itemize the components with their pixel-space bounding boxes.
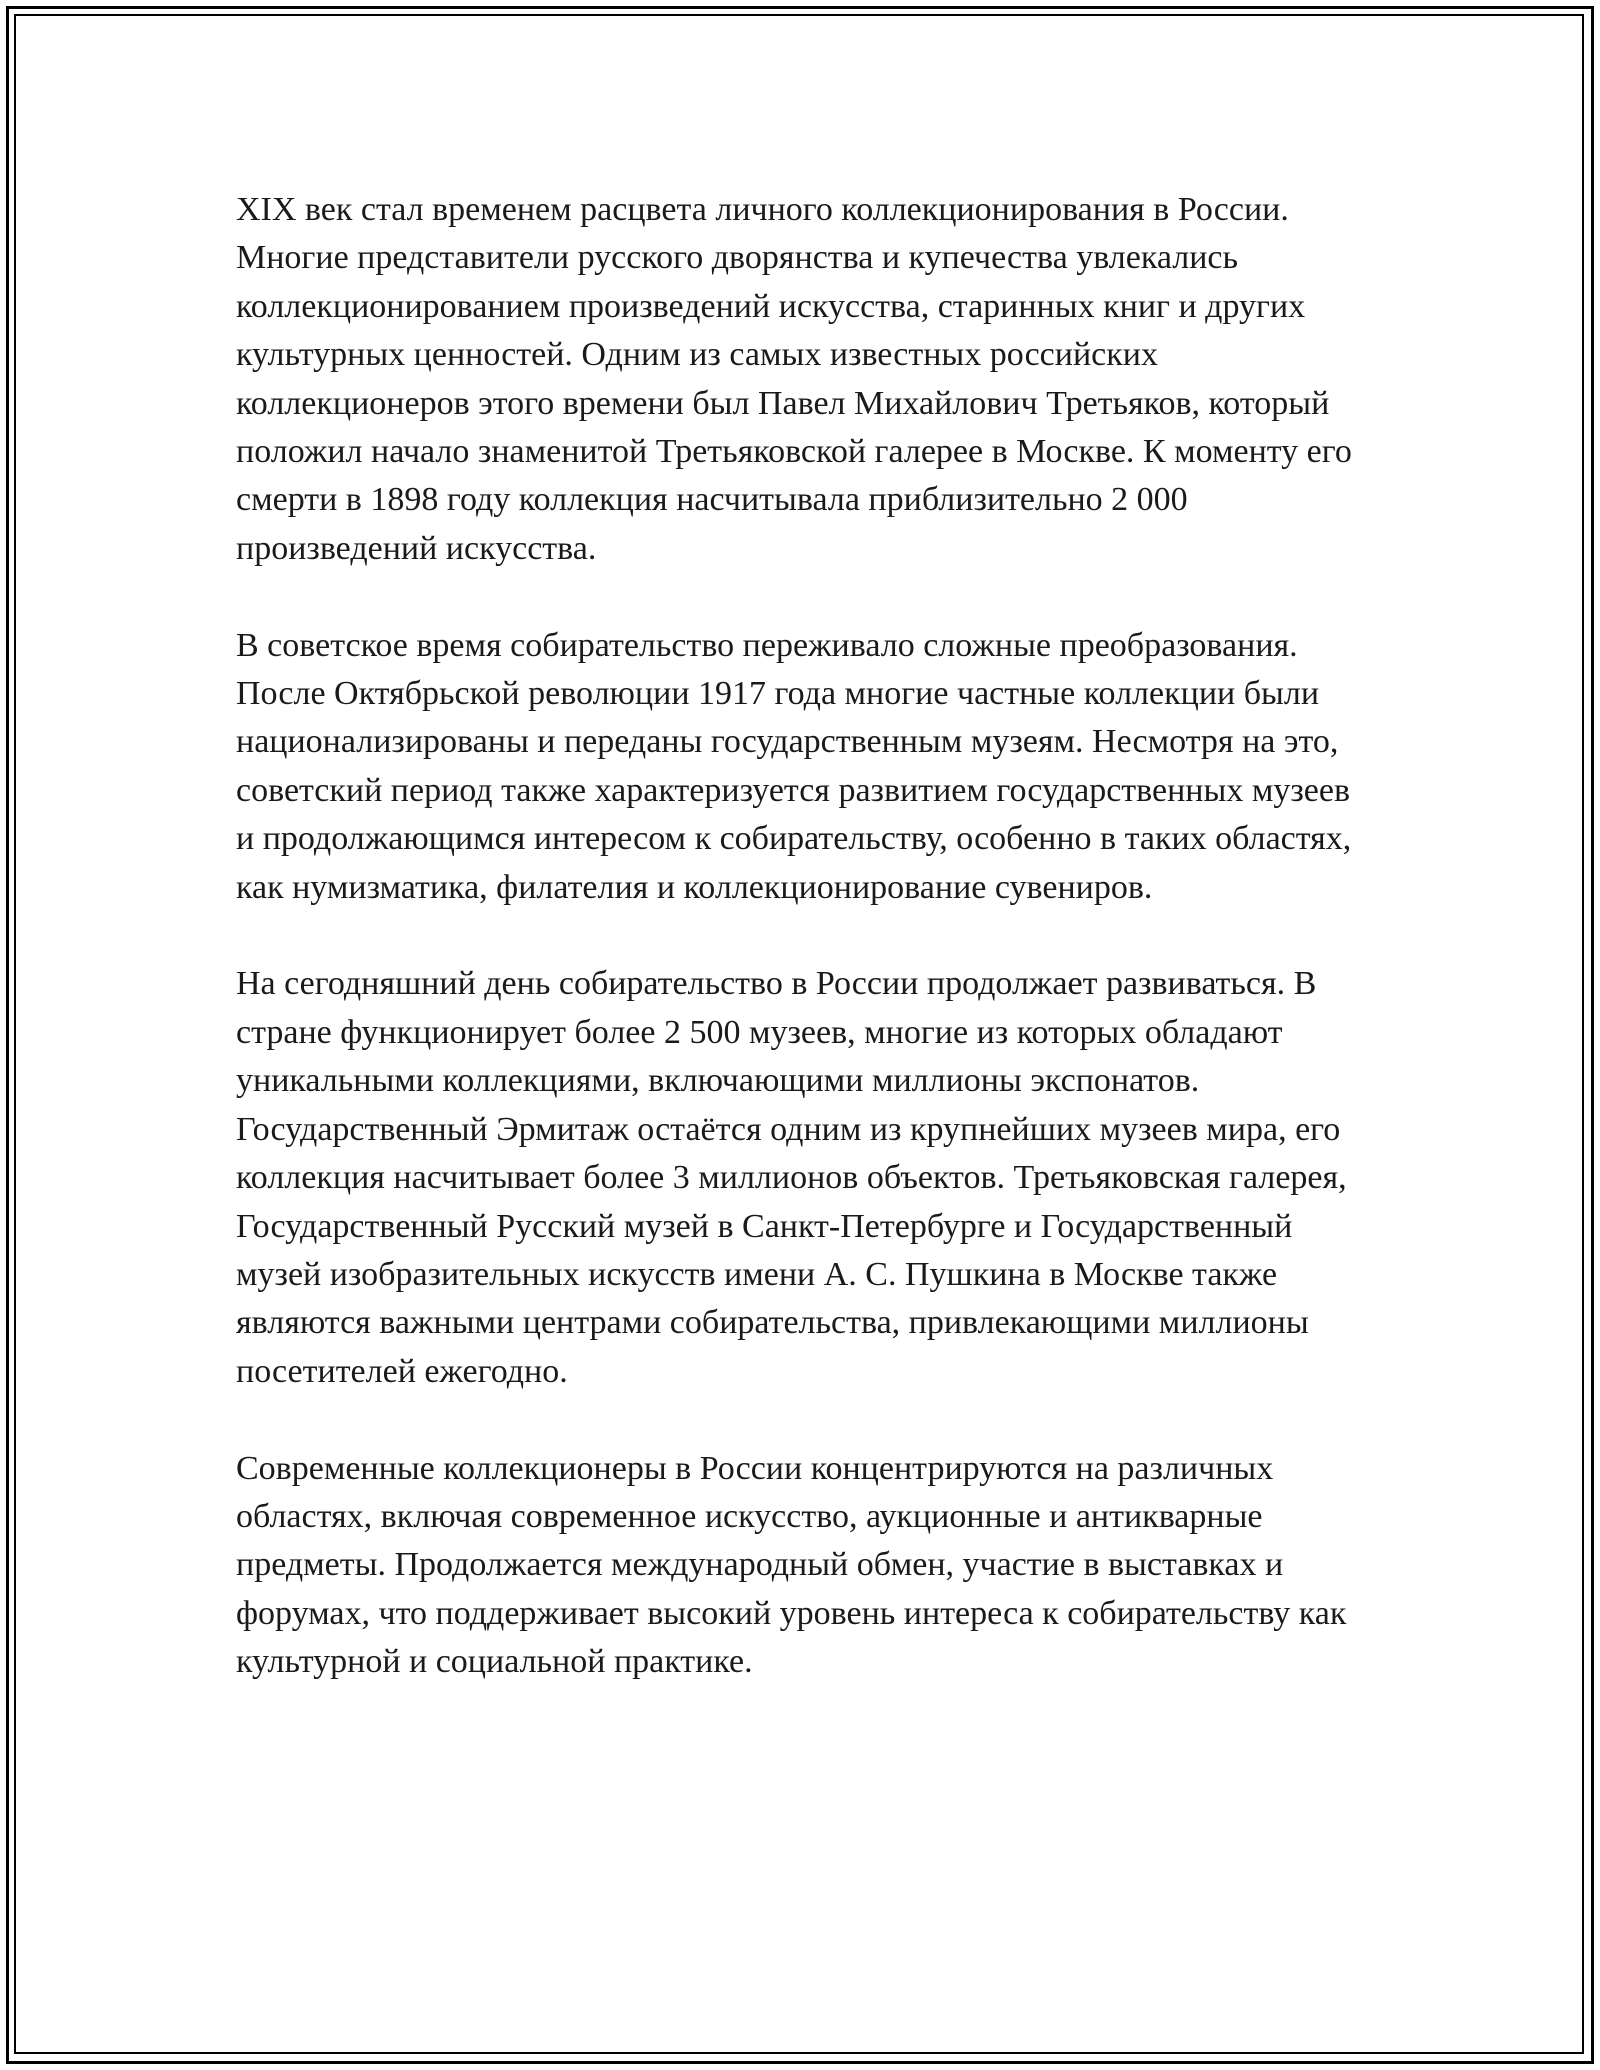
document-body (236, 186, 1366, 1735)
paragraph-xix-century: XIX век стал временем расцвета личного коллекционирования в России. Многие представители русского дворянства и купечества увлекались коллекционированием произведений искусства, старинных книг и других культурных ценностей. Одним из самых известных российских коллекционеров этого времени был Павел Михайлович Третьяков, который положил начало знаменитой Третьяковской галерее в Москве. К моменту его смерти в 1898 году коллекция насчитывала приблизительно 2 000 произведений искусства. (236, 191, 1352, 567)
paragraph-soviet-era: В советское время собирательство переживало сложные преобразования. После Октябрьской революции 1917 года многие частные коллекции были национализированы и переданы государственным музеям. Несмотря на это, советский период также характеризуется развитием государственных музеев и продолжающимся интересом к собирательству, особенно в таких областях, как нумизматика, филателия и коллекционирование сувениров. (236, 626, 1352, 906)
paragraph-present-day: На сегодняшний день собирательство в России продолжает развиваться. В стране функционирует более 2 500 музеев, многие из которых обладают уникальными коллекциями, включающими миллионы экспонатов. Государственный Эрмитаж остаётся одним из крупнейших музеев мира, его коллекция насчитывает более 3 миллионов объектов. Третьяковская галерея, Государственный Русский музей в Санкт-Петербурге и Государственный музей изобразительных искусств имени А. С. Пушкина в Москве также являются важными центрами собирательства, привлекающими миллионы посетителей ежегодно. (236, 965, 1347, 1390)
paragraph-modern-collectors: Современные коллекционеры в России концентрируются на различных областях, включая современное искусство, аукционные и антикварные предметы. Продолжается международный обмен, участие в выставках и форумах, что поддерживает высокий уровень интереса к собирательству как культурной и социальной практике. (236, 1449, 1347, 1681)
